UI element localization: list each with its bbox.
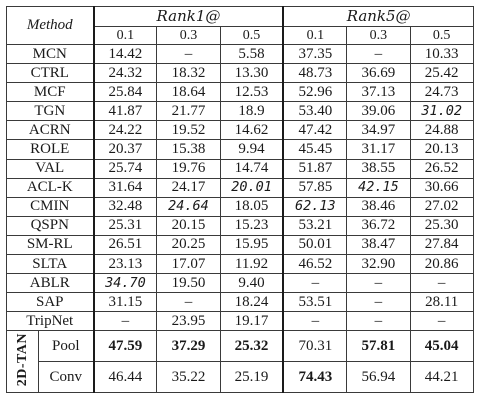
- score-cell: 14.74: [220, 159, 283, 178]
- table-row: [7, 45, 474, 64]
- score-cell: 31.17: [347, 140, 410, 159]
- score-cell: –: [94, 312, 157, 331]
- score-cell: 32.48: [94, 197, 157, 216]
- score-cell: 19.17: [220, 312, 283, 331]
- variant-name: Pool: [39, 331, 94, 362]
- score-cell: 24.17: [157, 178, 220, 197]
- score-cell: 20.15: [157, 216, 220, 235]
- score-cell: 36.72: [347, 216, 410, 235]
- score-cell: 18.32: [157, 64, 220, 83]
- score-cell: 10.33: [410, 45, 473, 64]
- score-cell: 9.40: [220, 274, 283, 293]
- score-cell: 31.02: [410, 102, 473, 121]
- score-cell: 19.50: [157, 274, 220, 293]
- score-cell: –: [157, 293, 220, 312]
- score-cell: 20.13: [410, 140, 473, 159]
- table-row: [7, 312, 474, 331]
- score-cell: 23.95: [157, 312, 220, 331]
- score-cell: 24.22: [94, 121, 157, 140]
- table-row-ours: [7, 362, 474, 393]
- score-cell: 31.64: [94, 178, 157, 197]
- score-cell: 23.13: [94, 255, 157, 274]
- table-row-ours: [7, 331, 474, 362]
- score-cell: 42.15: [347, 178, 410, 197]
- score-cell: 57.81: [347, 331, 410, 362]
- score-cell: 19.76: [157, 159, 220, 178]
- score-cell: –: [157, 45, 220, 64]
- table-row: [7, 140, 474, 159]
- method-name: CTRL: [7, 64, 94, 83]
- score-cell: 24.88: [410, 121, 473, 140]
- score-cell: 57.85: [283, 178, 346, 197]
- table-row: [7, 121, 474, 140]
- score-cell: 56.94: [347, 362, 410, 393]
- score-cell: 20.86: [410, 255, 473, 274]
- score-cell: 21.77: [157, 102, 220, 121]
- score-cell: 15.95: [220, 235, 283, 254]
- score-cell: –: [347, 45, 410, 64]
- method-name: TGN: [7, 102, 94, 121]
- score-cell: 25.42: [410, 64, 473, 83]
- results-table: [6, 6, 474, 393]
- score-cell: –: [410, 312, 473, 331]
- k-header: 0.1: [94, 27, 157, 45]
- score-cell: 38.46: [347, 197, 410, 216]
- method-name: SAP: [7, 293, 94, 312]
- score-cell: 14.42: [94, 45, 157, 64]
- score-cell: 74.43: [283, 362, 346, 393]
- score-cell: 47.42: [283, 121, 346, 140]
- table-row: [7, 255, 474, 274]
- score-cell: –: [283, 312, 346, 331]
- score-cell: –: [347, 312, 410, 331]
- score-cell: 45.45: [283, 140, 346, 159]
- method-name: MCN: [7, 45, 94, 64]
- score-cell: 46.52: [283, 255, 346, 274]
- score-cell: 50.01: [283, 235, 346, 254]
- table-row: [7, 102, 474, 121]
- score-cell: 37.29: [157, 331, 220, 362]
- header-row-groups: [7, 7, 474, 27]
- score-cell: 18.64: [157, 83, 220, 102]
- score-cell: 38.55: [347, 159, 410, 178]
- score-cell: 38.47: [347, 235, 410, 254]
- score-cell: 13.30: [220, 64, 283, 83]
- table-row: [7, 197, 474, 216]
- method-name: ABLR: [7, 274, 94, 293]
- score-cell: 25.84: [94, 83, 157, 102]
- table-row: [7, 274, 474, 293]
- method-name: ACRN: [7, 121, 94, 140]
- score-cell: 34.97: [347, 121, 410, 140]
- method-group-cell: [7, 331, 39, 393]
- score-cell: –: [283, 274, 346, 293]
- score-cell: 35.22: [157, 362, 220, 393]
- score-cell: 25.19: [220, 362, 283, 393]
- table-row: [7, 293, 474, 312]
- score-cell: 27.02: [410, 197, 473, 216]
- score-cell: 37.13: [347, 83, 410, 102]
- k-header: 0.3: [157, 27, 220, 45]
- method-name: TripNet: [7, 312, 94, 331]
- score-cell: 47.59: [94, 331, 157, 362]
- score-cell: 17.07: [157, 255, 220, 274]
- table-row: [7, 235, 474, 254]
- score-cell: 39.06: [347, 102, 410, 121]
- score-cell: 51.87: [283, 159, 346, 178]
- score-cell: 15.23: [220, 216, 283, 235]
- score-cell: 24.73: [410, 83, 473, 102]
- method-name: ACL-K: [7, 178, 94, 197]
- score-cell: 52.96: [283, 83, 346, 102]
- score-cell: –: [347, 274, 410, 293]
- score-cell: 41.87: [94, 102, 157, 121]
- score-cell: 37.35: [283, 45, 346, 64]
- method-name: SM-RL: [7, 235, 94, 254]
- score-cell: 19.52: [157, 121, 220, 140]
- group-header-rank5: Rank5@: [283, 7, 473, 27]
- score-cell: 25.31: [94, 216, 157, 235]
- score-cell: 25.32: [220, 331, 283, 362]
- score-cell: 46.44: [94, 362, 157, 393]
- table-row: [7, 159, 474, 178]
- score-cell: 20.37: [94, 140, 157, 159]
- score-cell: 70.31: [283, 331, 346, 362]
- score-cell: 26.51: [94, 235, 157, 254]
- score-cell: 30.66: [410, 178, 473, 197]
- score-cell: 5.58: [220, 45, 283, 64]
- k-header: 0.5: [220, 27, 283, 45]
- score-cell: –: [347, 293, 410, 312]
- method-name: VAL: [7, 159, 94, 178]
- score-cell: 31.15: [94, 293, 157, 312]
- group-header-rank1: Rank1@: [94, 7, 284, 27]
- score-cell: 18.24: [220, 293, 283, 312]
- score-cell: 25.30: [410, 216, 473, 235]
- method-name: SLTA: [7, 255, 94, 274]
- score-cell: 34.70: [94, 274, 157, 293]
- score-cell: 44.21: [410, 362, 473, 393]
- score-cell: 32.90: [347, 255, 410, 274]
- table-row: [7, 178, 474, 197]
- score-cell: 36.69: [347, 64, 410, 83]
- score-cell: 48.73: [283, 64, 346, 83]
- method-name: CMIN: [7, 197, 94, 216]
- score-cell: –: [410, 274, 473, 293]
- table-row: [7, 64, 474, 83]
- method-group-label: 2D-TAN: [15, 332, 30, 387]
- results-table-body: [7, 7, 474, 393]
- table-row: [7, 83, 474, 102]
- score-cell: 27.84: [410, 235, 473, 254]
- score-cell: 53.51: [283, 293, 346, 312]
- method-name: QSPN: [7, 216, 94, 235]
- score-cell: 53.40: [283, 102, 346, 121]
- k-header: 0.3: [347, 27, 410, 45]
- score-cell: 12.53: [220, 83, 283, 102]
- score-cell: 18.05: [220, 197, 283, 216]
- score-cell: 15.38: [157, 140, 220, 159]
- score-cell: 28.11: [410, 293, 473, 312]
- k-header: 0.1: [283, 27, 346, 45]
- method-name: ROLE: [7, 140, 94, 159]
- k-header: 0.5: [410, 27, 473, 45]
- score-cell: 14.62: [220, 121, 283, 140]
- score-cell: 11.92: [220, 255, 283, 274]
- score-cell: 26.52: [410, 159, 473, 178]
- score-cell: 25.74: [94, 159, 157, 178]
- score-cell: 62.13: [283, 197, 346, 216]
- score-cell: 24.64: [157, 197, 220, 216]
- score-cell: 20.01: [220, 178, 283, 197]
- variant-name: Conv: [39, 362, 94, 393]
- method-column-header: Method: [7, 7, 94, 45]
- score-cell: 24.32: [94, 64, 157, 83]
- score-cell: 53.21: [283, 216, 346, 235]
- score-cell: 18.9: [220, 102, 283, 121]
- score-cell: 20.25: [157, 235, 220, 254]
- table-row: [7, 216, 474, 235]
- score-cell: 9.94: [220, 140, 283, 159]
- score-cell: 45.04: [410, 331, 473, 362]
- method-name: MCF: [7, 83, 94, 102]
